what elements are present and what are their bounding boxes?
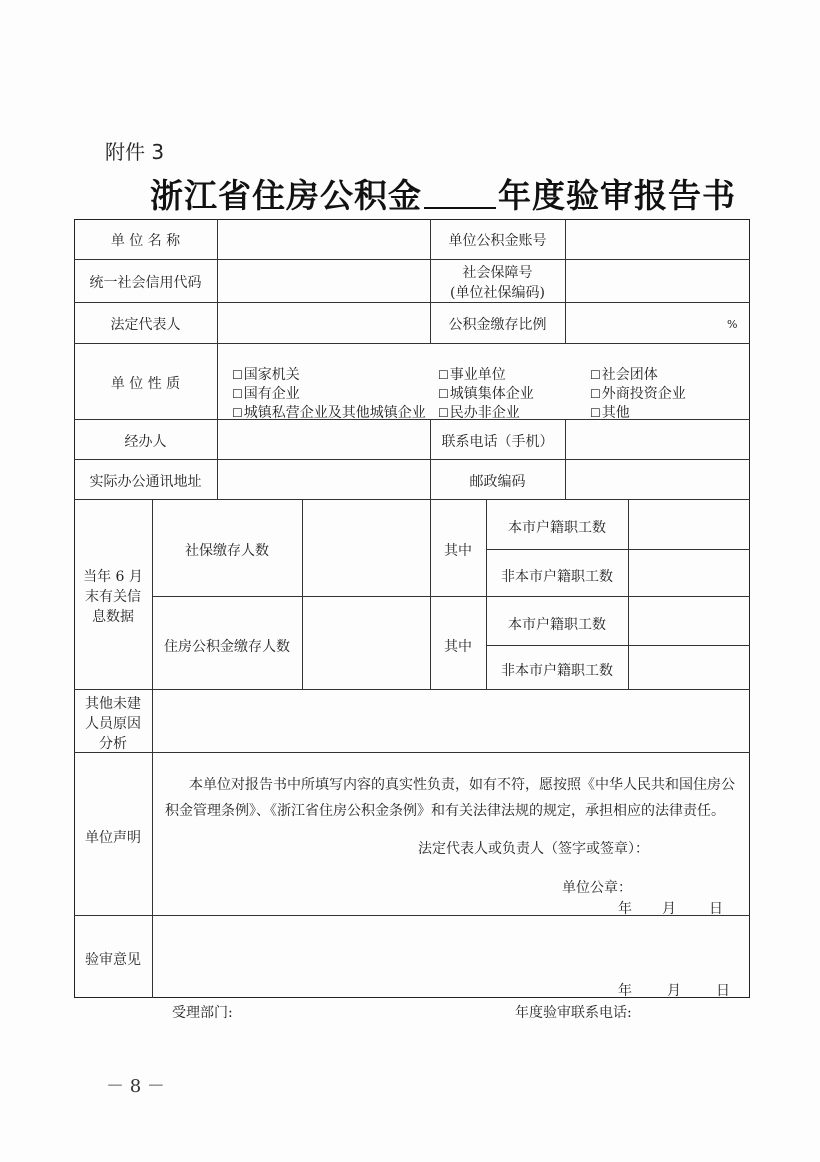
unreg-label-2: 人员原因 xyxy=(85,716,141,732)
unit-name-field[interactable] xyxy=(218,220,429,258)
opinion-field[interactable] xyxy=(153,916,749,976)
handler-field[interactable] xyxy=(218,420,429,458)
postcode-label: 邮政编码 xyxy=(469,474,526,490)
dept-label: 受理部门: xyxy=(172,1005,233,1021)
decl-day: 日 xyxy=(709,901,723,917)
phone-field[interactable] xyxy=(566,420,749,458)
option-non-profit[interactable]: ☐ 民办非企业 xyxy=(438,402,520,422)
nature-label: 单 位 性 质 xyxy=(110,376,181,392)
fund-nonlocal-field[interactable] xyxy=(629,646,749,688)
unreg-label-1: 其他未建 xyxy=(85,696,141,712)
option-collective[interactable]: ☐ 城镇集体企业 xyxy=(438,383,534,403)
social-nonlocal-label: 非本市户籍职工数 xyxy=(501,569,613,585)
address-label: 实际办公通讯地址 xyxy=(89,474,202,490)
postcode-field[interactable] xyxy=(566,460,749,498)
social-nonlocal-field[interactable] xyxy=(629,550,749,595)
june-data-label-1: 当年 6 月 xyxy=(83,569,143,585)
credit-code-label: 统一社会信用代码 xyxy=(89,275,202,291)
opinion-label: 验审意见 xyxy=(85,952,141,968)
social-local-field[interactable] xyxy=(629,500,749,548)
account-no-field[interactable] xyxy=(566,220,749,258)
option-private[interactable]: ☐ 城镇私营企业及其他城镇企业 xyxy=(232,402,426,422)
account-no-label: 单位公积金账号 xyxy=(448,233,547,249)
decl-month: 月 xyxy=(662,901,676,917)
page-number: － 8 － xyxy=(106,1076,165,1097)
unit-name-label: 单 位 名 称 xyxy=(110,233,181,249)
attachment-label: 附件 3 xyxy=(105,140,165,164)
social-count-label: 社保缴存人数 xyxy=(185,543,269,559)
fund-local-label: 本市户籍职工数 xyxy=(508,617,606,633)
social-no-sublabel: (单位社保编码) xyxy=(450,285,545,301)
year-blank[interactable] xyxy=(424,177,496,209)
declaration-label: 单位声明 xyxy=(85,830,141,846)
option-social-org[interactable]: ☐ 社会团体 xyxy=(590,364,658,384)
credit-code-field[interactable] xyxy=(218,260,429,301)
among-label-1: 其中 xyxy=(444,543,472,559)
phone-label: 联系电话（手机） xyxy=(441,434,554,450)
option-state-owned[interactable]: ☐ 国有企业 xyxy=(232,383,300,403)
address-field[interactable] xyxy=(218,460,429,498)
fund-count-field[interactable] xyxy=(303,597,429,688)
fund-local-field[interactable] xyxy=(629,597,749,644)
june-data-label-2: 末有关信 xyxy=(85,589,141,605)
fund-count-label: 住房公积金缴存人数 xyxy=(164,639,290,655)
page-title: 浙江省住房公积金 年度验审报告书 xyxy=(150,176,736,215)
among-label-2: 其中 xyxy=(444,639,472,655)
opinion-month: 月 xyxy=(667,983,681,999)
social-no-label: 社会保障号 xyxy=(462,265,533,281)
option-public-institution[interactable]: ☐ 事业单位 xyxy=(438,364,506,384)
option-other[interactable]: ☐ 其他 xyxy=(590,402,630,422)
june-data-label-3: 息数据 xyxy=(92,609,134,625)
ratio-label: 公积金缴存比例 xyxy=(448,317,547,333)
legal-rep-label: 法定代表人 xyxy=(110,317,181,333)
percent-sign: % xyxy=(727,318,738,331)
social-count-field[interactable] xyxy=(303,500,429,595)
decl-year: 年 xyxy=(618,901,632,917)
option-gov-agency[interactable]: ☐ 国家机关 xyxy=(232,364,300,384)
fund-nonlocal-label: 非本市户籍职工数 xyxy=(501,663,613,679)
social-no-field[interactable] xyxy=(566,260,749,301)
unreg-reason-field[interactable] xyxy=(153,690,749,751)
legal-rep-field[interactable] xyxy=(218,303,429,342)
handler-label: 经办人 xyxy=(124,434,167,450)
opinion-day: 日 xyxy=(716,983,730,999)
option-foreign[interactable]: ☐ 外商投资企业 xyxy=(590,383,686,403)
opinion-year: 年 xyxy=(618,983,632,999)
contact-label: 年度验审联系电话: xyxy=(515,1005,632,1021)
declaration-text: 本单位对报告书中所填写内容的真实性负责，如有不符，愿按照《中华人民共和国住房公积金管理条例》、《浙江省住房公积金条例》和有关法律法规的规定，承担相应的法律责任。 xyxy=(165,777,735,819)
social-local-label: 本市户籍职工数 xyxy=(508,520,606,536)
seal-label: 单位公章： xyxy=(562,880,632,896)
signature-label: 法定代表人或负责人（签字或签章）： xyxy=(418,841,649,857)
unreg-label-3: 分析 xyxy=(99,736,127,752)
